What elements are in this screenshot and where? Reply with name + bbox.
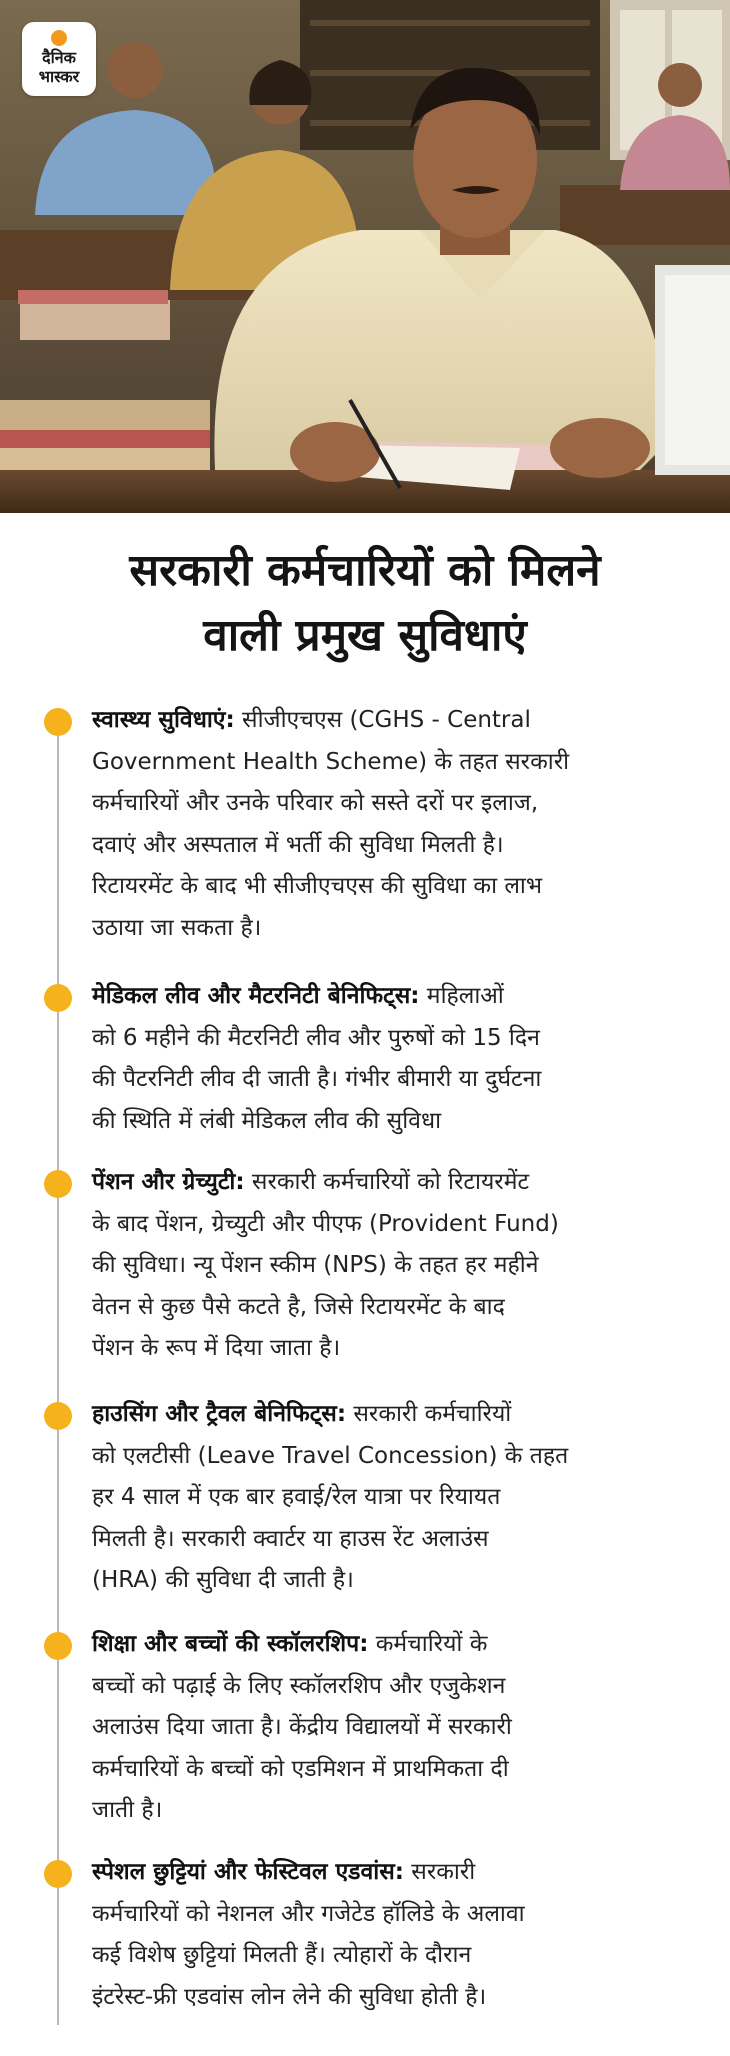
benefit-heading: मेडिकल लीव और मैटरनिटी बेनिफिट्स: xyxy=(92,983,420,1009)
logo-text-line2: भास्कर xyxy=(38,67,80,86)
office-scene-illustration xyxy=(0,0,730,513)
title-line-1: सरकारी कर्मचारियों को मिलने xyxy=(129,545,601,596)
sun-icon xyxy=(51,30,67,46)
benefit-text: स्पेशल छुट्टियां और फेस्टिवल एडवांस: सरकारी कर्मचारियों को नेशनल और गजेटेड हॉलिडे के अलावा कई विशेष छुट्टियां मिलती हैं। त्योहारों के दौरान इंटरेस्ट-फ्री एडवांस लोन लेने की सुविधा होती है। xyxy=(92,1859,525,2010)
title-line-2: वाली प्रमुख सुविधाएं xyxy=(203,610,527,661)
bullet-dot-icon xyxy=(44,1860,72,1888)
timeline-line xyxy=(57,720,59,2025)
bullet-dot-icon xyxy=(44,984,72,1012)
benefit-heading: स्पेशल छुट्टियां और फेस्टिवल एडवांस: xyxy=(92,1859,404,1885)
benefit-text: मेडिकल लीव और मैटरनिटी बेनिफिट्स: महिलाओं को 6 महीने की मैटरनिटी लीव और पुरुषों को 15 दिन की पैटरनिटी लीव दी जाती है। गंभीर बीमारी या दुर्घटना की स्थिति में लंबी मेडिकल लीव की सुविधा xyxy=(92,983,542,1134)
dainik-bhaskar-logo xyxy=(22,22,96,96)
bullet-dot-icon xyxy=(44,1632,72,1660)
benefit-text: स्वास्थ्य सुविधाएं: सीजीएचएस (CGHS - Central Government Health Scheme) के तहत सरकारी कर्मचारियों और उनके परिवार को सस्ते दरों पर इलाज, दवाएं और अस्पताल में भर्ती की सुविधा मिलती है। रिटायरमेंट के बाद भी सीजीएचएस की सुविधा का लाभ उठाया जा सकता है। xyxy=(92,707,570,941)
benefit-heading: शिक्षा और बच्चों की स्कॉलरशिप: xyxy=(92,1631,369,1657)
benefit-heading: पेंशन और ग्रेच्युटी: xyxy=(92,1169,245,1195)
benefit-text: शिक्षा और बच्चों की स्कॉलरशिप: कर्मचारियों के बच्चों को पढ़ाई के लिए स्कॉलरशिप और एजुकेशन अलाउंस दिया जाता है। केंद्रीय विद्यालयों में सरकारी कर्मचारियों के बच्चों को एडमिशन में प्राथमिकता दी जाती है। xyxy=(92,1631,512,1823)
header-photo xyxy=(0,0,730,513)
benefit-heading: स्वास्थ्य सुविधाएं: xyxy=(92,707,235,733)
benefit-text: पेंशन और ग्रेच्युटी: सरकारी कर्मचारियों को रिटायरमेंट के बाद पेंशन, ग्रेच्युटी और पीएफ (Provident Fund) की सुविधा। न्यू पेंशन स्कीम (NPS) के तहत हर महीने वेतन से कुछ पैसे कटते है, जिसे रिटायरमेंट के बाद पेंशन के रूप में दिया जाता है। xyxy=(92,1169,559,1361)
bullet-dot-icon xyxy=(44,708,72,736)
page-title xyxy=(20,538,710,668)
bullet-dot-icon xyxy=(44,1170,72,1198)
benefit-heading: हाउसिंग और ट्रैवल बेनिफिट्स: xyxy=(92,1401,347,1427)
benefit-text: हाउसिंग और ट्रैवल बेनिफिट्स: सरकारी कर्मचारियों को एलटीसी (Leave Travel Concession) के तहत हर 4 साल में एक बार हवाई/रेल यात्रा पर रियायत मिलती है। सरकारी क्वार्टर या हाउस रेंट अलाउंस (HRA) की सुविधा दी जाती है। xyxy=(92,1401,569,1593)
logo-text-line1: दैनिक xyxy=(42,48,76,67)
bullet-dot-icon xyxy=(44,1402,72,1430)
